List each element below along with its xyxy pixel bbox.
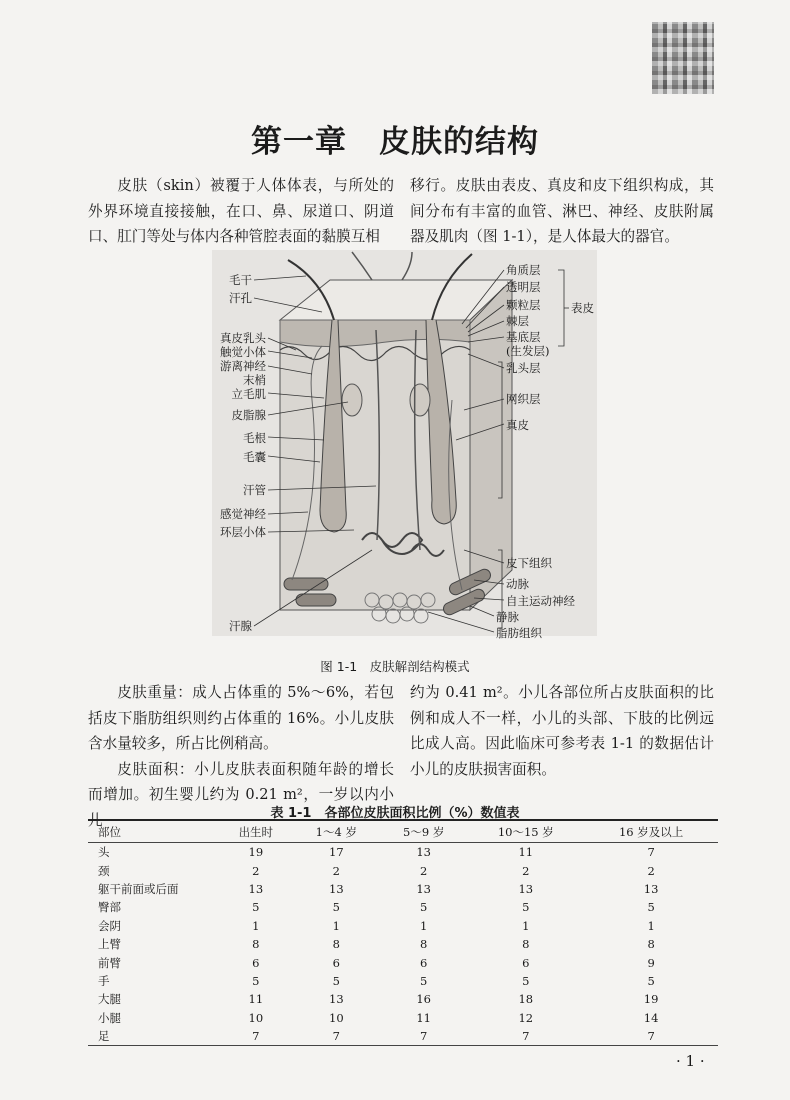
table-cell-value: 16 xyxy=(416,992,431,1007)
table-row xyxy=(88,861,718,879)
table-cell-value: 6 xyxy=(332,955,340,970)
skin-anatomy-figure xyxy=(212,250,597,640)
intro-left-column xyxy=(88,173,394,250)
table-row xyxy=(88,953,718,971)
table-cell-value: 1 xyxy=(647,918,655,933)
skin-area-table xyxy=(88,819,718,1046)
table-cell-value: 6 xyxy=(420,955,428,970)
table-cell-value: 5 xyxy=(522,900,530,915)
label-stratum-granulosum: 颗粒层 xyxy=(506,298,541,312)
label-sweat-pore: 汗孔 xyxy=(229,291,252,305)
table-cell-value: 5 xyxy=(647,973,655,988)
table-cell-value: 5 xyxy=(252,973,260,988)
area-paragraph-right: 约为 0.41 m²。小儿各部位所占皮肤面积的比例和成人不一样，小儿的头部、下肢的比例远比成人高。因此临床可参考表 1-1 的数据估计小儿的皮肤损害面积。 xyxy=(410,684,714,778)
table-cell-value: 11 xyxy=(248,992,264,1007)
label-autonomic-nerve: 自主运动神经 xyxy=(506,594,575,608)
table-row xyxy=(88,880,718,898)
table-cell-value: 7 xyxy=(584,1027,718,1046)
table-cell-value: 19 xyxy=(248,845,264,860)
table-row xyxy=(88,898,718,916)
table-cell-part: 前臂 xyxy=(98,955,121,970)
table-cell-value: 2 xyxy=(647,863,655,878)
table-cell-value: 5 xyxy=(332,973,340,988)
label-papillary-layer: 乳头层 xyxy=(506,361,541,375)
table-cell-value: 7 xyxy=(293,1027,380,1046)
table-cell-part: 足 xyxy=(88,1027,219,1046)
table-row xyxy=(88,935,718,953)
col-header-5-9: 5～9 岁 xyxy=(380,820,467,843)
label-stratum-lucidum: 透明层 xyxy=(506,280,541,294)
weight-paragraph: 皮肤重量：成人占体重的 5%～6%，若包括皮下脂肪组织则约占体重的 16%。小儿皮肤含水量较多，所占比例稍高。 xyxy=(88,684,394,752)
table-cell-value: 5 xyxy=(420,900,428,915)
table-cell-value: 14 xyxy=(643,1010,659,1025)
table-cell-part: 会阴 xyxy=(98,918,121,933)
table-cell-value: 8 xyxy=(252,937,260,952)
table-cell-part: 臀部 xyxy=(98,900,121,915)
table-cell-value: 5 xyxy=(522,973,530,988)
label-sensory-nerve: 感觉神经 xyxy=(220,507,266,521)
table-cell-value: 7 xyxy=(647,845,655,860)
table-cell-value: 2 xyxy=(522,863,530,878)
table-cell-value: 12 xyxy=(518,1010,534,1025)
col-header-10-15: 10～15 岁 xyxy=(467,820,584,843)
table-cell-value: 8 xyxy=(332,937,340,952)
table-cell-value: 13 xyxy=(416,881,431,896)
table-cell-value: 18 xyxy=(518,992,534,1007)
table-cell-value: 13 xyxy=(329,881,344,896)
table-cell-value: 5 xyxy=(332,900,340,915)
table-cell-value: 13 xyxy=(416,845,431,860)
label-adipose-tissue: 脂肪组织 xyxy=(496,626,542,640)
table-cell-value: 6 xyxy=(522,955,530,970)
body-right-column xyxy=(410,680,714,782)
table-cell-value: 11 xyxy=(416,1010,431,1025)
table-cell-value: 5 xyxy=(252,900,260,915)
table-cell-value: 5 xyxy=(420,973,428,988)
col-header-16-plus: 16 岁及以上 xyxy=(584,820,718,843)
table-cell-value: 1 xyxy=(522,918,530,933)
label-vein: 静脉 xyxy=(496,610,519,624)
table-cell-value: 7 xyxy=(219,1027,293,1046)
label-hair-follicle: 毛囊 xyxy=(243,450,266,464)
label-sebaceous-gland: 皮脂腺 xyxy=(231,408,266,422)
table-cell-value: 7 xyxy=(380,1027,467,1046)
label-sweat-duct: 汗管 xyxy=(243,483,266,497)
col-header-part: 部位 xyxy=(88,820,219,843)
table-row xyxy=(88,972,718,990)
label-germinative-layer: (生发层) xyxy=(506,344,550,358)
table-cell-value: 13 xyxy=(329,992,344,1007)
label-dermis: 真皮 xyxy=(506,418,529,432)
table-cell-part: 躯干前面或后面 xyxy=(98,881,179,896)
label-artery: 动脉 xyxy=(506,577,529,591)
table-cell-value: 13 xyxy=(248,881,264,896)
table-cell-part: 小腿 xyxy=(98,1010,121,1025)
table-cell-value: 13 xyxy=(518,881,534,896)
table-header-row xyxy=(88,820,718,843)
table-cell-value: 13 xyxy=(643,881,659,896)
figure-caption: 图 1-1 皮肤解剖结构模式 xyxy=(320,659,470,674)
label-hair-root: 毛根 xyxy=(243,431,266,445)
table-cell-value: 2 xyxy=(332,863,340,878)
chapter-title: 第一章 皮肤的结构 xyxy=(251,124,539,160)
table-cell-value: 10 xyxy=(248,1010,264,1025)
table-cell-value: 5 xyxy=(647,900,655,915)
table-row xyxy=(88,1009,718,1027)
label-stratum-basale: 基底层 xyxy=(506,330,541,344)
label-tactile-corpuscle: 触觉小体 xyxy=(220,345,266,359)
intro-paragraph-right: 移行。皮肤由表皮、真皮和皮下组织构成，其间分布有丰富的血管、淋巴、神经、皮肤附属器及肌肉（图 1-1），是人体最大的器官。 xyxy=(410,177,714,245)
table-cell-part: 颈 xyxy=(98,863,110,878)
table-cell-value: 11 xyxy=(518,845,534,860)
intro-paragraph-left: 皮肤（skin）被覆于人体体表，与所处的外界环境直接接触，在口、鼻、尿道口、阴道口、肛门等处与体内各种管腔表面的黏膜互相 xyxy=(88,177,394,245)
table-cell-value: 7 xyxy=(467,1027,584,1046)
page-number: · 1 · xyxy=(676,1052,705,1070)
table-cell-part: 大腿 xyxy=(98,992,121,1007)
table-cell-value: 1 xyxy=(252,918,260,933)
area-paragraph-left: 皮肤面积：小儿皮肤表面积随年龄的增长而增加。初生婴儿约为 0.21 m²，一岁以内小儿 xyxy=(88,760,394,829)
table-row xyxy=(88,917,718,935)
label-pacinian-corpuscle: 环层小体 xyxy=(220,525,266,539)
table-body xyxy=(88,843,718,1046)
label-arrector-pili: 立毛肌 xyxy=(231,387,266,401)
table-cell-value: 1 xyxy=(332,918,340,933)
col-header-newborn: 出生时 xyxy=(219,820,293,843)
label-stratum-corneum: 角质层 xyxy=(506,263,541,277)
table-cell-value: 8 xyxy=(647,937,655,952)
label-free-nerve: 游离神经 xyxy=(220,359,266,373)
table-cell-value: 9 xyxy=(647,955,655,970)
label-sweat-gland: 汗腺 xyxy=(229,619,252,633)
table-cell-value: 10 xyxy=(329,1010,344,1025)
table-row xyxy=(88,1027,718,1046)
table-cell-value: 6 xyxy=(252,955,260,970)
table-cell-part: 手 xyxy=(98,973,110,988)
table-cell-value: 1 xyxy=(420,918,428,933)
table-cell-value: 19 xyxy=(643,992,659,1007)
label-dermal-papilla: 真皮乳头 xyxy=(220,331,266,345)
table-row xyxy=(88,843,718,862)
table-caption: 表 1-1 各部位皮肤面积比例（%）数值表 xyxy=(270,806,520,821)
table-cell-value: 8 xyxy=(420,937,428,952)
table-cell-value: 2 xyxy=(252,863,260,878)
table-cell-value: 8 xyxy=(522,937,530,952)
intro-right-column xyxy=(410,173,714,250)
table-cell-part: 上臂 xyxy=(98,937,121,952)
table-row xyxy=(88,990,718,1008)
label-subcutaneous-tissue: 皮下组织 xyxy=(506,556,552,570)
table-cell-value: 2 xyxy=(420,863,428,878)
qr-code-image xyxy=(652,22,714,94)
col-header-1-4: 1～4 岁 xyxy=(293,820,380,843)
label-nerve-ending: 末梢 xyxy=(243,373,266,387)
label-epidermis: 表皮 xyxy=(571,301,594,315)
table-cell-part: 头 xyxy=(98,845,110,860)
table-cell-value: 17 xyxy=(329,845,344,860)
label-reticular-layer: 网织层 xyxy=(506,392,541,406)
label-stratum-spinosum: 棘层 xyxy=(506,314,529,328)
label-hair-shaft: 毛干 xyxy=(229,273,252,287)
